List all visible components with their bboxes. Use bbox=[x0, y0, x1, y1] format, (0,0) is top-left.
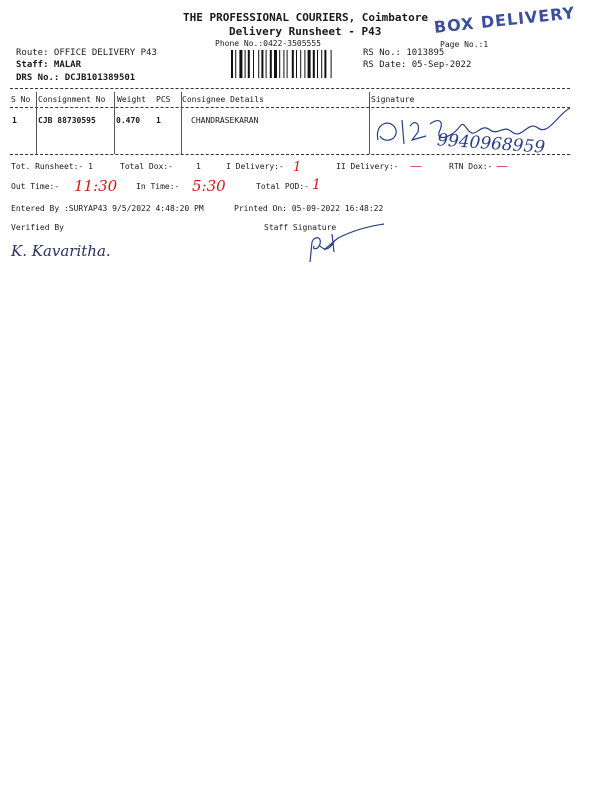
in-time-label: In Time:- bbox=[136, 182, 180, 191]
staff-signature-label: Staff Signature bbox=[264, 223, 337, 232]
table-top-rule bbox=[10, 88, 570, 89]
out-time-value: 11:30 bbox=[74, 177, 118, 195]
out-time-label: Out Time:- bbox=[11, 182, 60, 191]
rtn-dox-label: RTN Dox:- bbox=[449, 162, 493, 171]
verifier-name: K. Kavaritha. bbox=[11, 242, 111, 260]
col-consignee: Consignee Details bbox=[182, 95, 264, 104]
row-sno: 1 bbox=[12, 116, 17, 125]
col-divider bbox=[114, 92, 115, 154]
handwritten-phone: 9940968959 bbox=[436, 130, 546, 158]
row-consignee: CHANDRASEKARAN bbox=[191, 116, 259, 125]
rtn-dox-value: — bbox=[496, 159, 508, 173]
col-divider bbox=[369, 92, 370, 154]
ii-delivery-label: II Delivery:- bbox=[336, 162, 399, 171]
page-number: Page No.:1 bbox=[440, 40, 489, 49]
printed-on: Printed On: 05-09-2022 16:48:22 bbox=[234, 204, 384, 213]
col-sno: S No bbox=[11, 95, 31, 104]
col-divider bbox=[36, 92, 37, 154]
route: Route: OFFICE DELIVERY P43 bbox=[16, 48, 157, 58]
col-pcs: PCS bbox=[156, 95, 171, 104]
i-delivery-label: I Delivery:- bbox=[226, 162, 284, 171]
total-pod-label: Total POD:- bbox=[256, 182, 309, 191]
row-weight: 0.470 bbox=[116, 116, 141, 125]
table-bottom-rule bbox=[10, 154, 570, 155]
runsheet-title: Delivery Runsheet - P43 bbox=[229, 25, 382, 38]
staff: Staff: MALAR bbox=[16, 60, 82, 70]
staff-signature bbox=[304, 222, 388, 270]
rs-date: RS Date: 05-Sep-2022 bbox=[363, 60, 472, 70]
company-name: THE PROFESSIONAL COURIERS, Coimbatore bbox=[183, 11, 429, 24]
col-consignment: Consignment No bbox=[38, 95, 106, 104]
total-dox-value: 1 bbox=[196, 162, 201, 171]
barcode bbox=[231, 50, 353, 82]
i-delivery-value: 1 bbox=[293, 160, 302, 175]
total-dox-label: Total Dox:- bbox=[120, 162, 173, 171]
barcode-graphic bbox=[231, 50, 353, 78]
rs-number: RS No.: 1013895 bbox=[363, 48, 445, 58]
col-divider bbox=[181, 92, 182, 154]
drs-number: DRS No.: DCJB101389501 bbox=[16, 73, 136, 83]
total-pod-value: 1 bbox=[312, 177, 321, 193]
col-signature: Signature bbox=[371, 95, 415, 104]
phone-number: Phone No.:0422-3505555 bbox=[215, 39, 321, 48]
tot-runsheet: Tot. Runsheet:- 1 bbox=[11, 162, 93, 171]
in-time-value: 5:30 bbox=[192, 177, 226, 195]
verified-by-label: Verified By bbox=[11, 223, 64, 232]
ii-delivery-value: — bbox=[410, 159, 422, 173]
row-pcs: 1 bbox=[156, 116, 161, 125]
entered-by: Entered By :SURYAP43 9/5/2022 4:48:20 PM bbox=[11, 204, 204, 213]
row-consignment: CJB 88730595 bbox=[38, 116, 96, 125]
col-weight: Weight bbox=[117, 95, 146, 104]
box-delivery-stamp: BOX DELIVERY bbox=[433, 3, 577, 37]
